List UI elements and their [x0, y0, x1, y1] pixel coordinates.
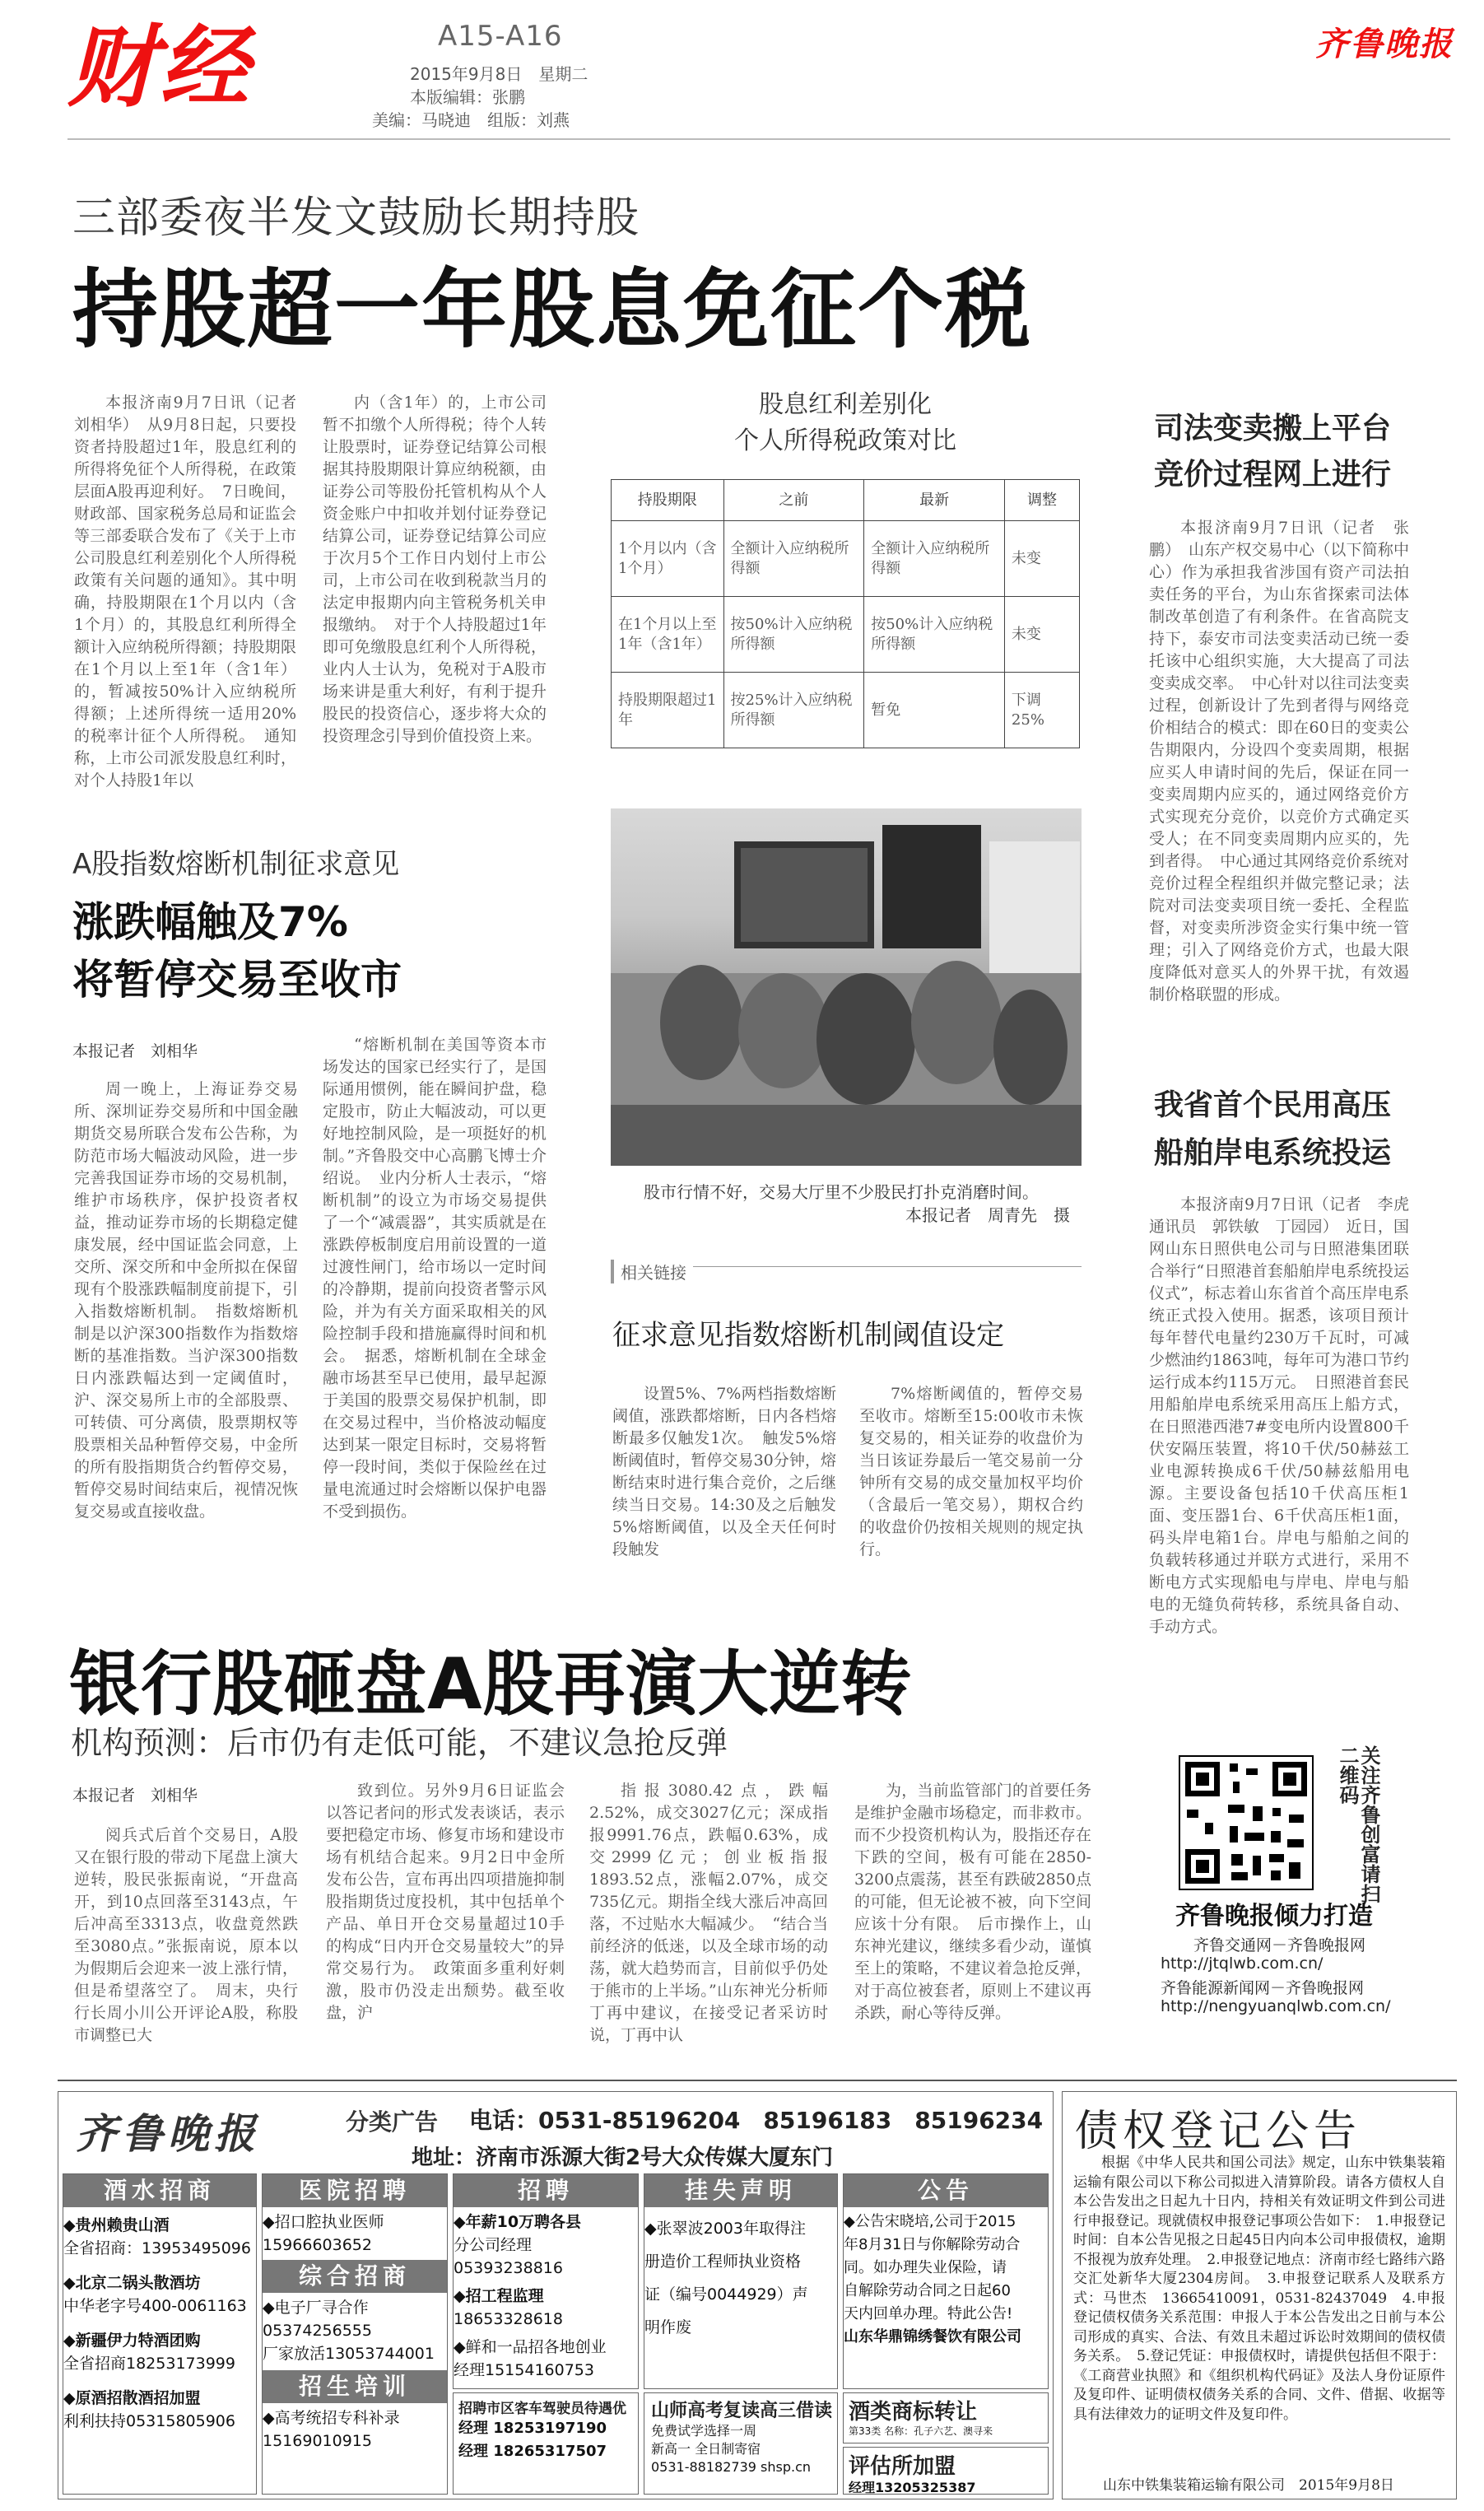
ad-line: 第33类 名称：孔子六艺、澳寻来: [849, 2425, 993, 2437]
circuit-headline-2: 将暂停交易至收市: [72, 956, 402, 1004]
ad-line: ◆年薪10万聘各县: [454, 2213, 582, 2231]
policy-table-box: [611, 387, 1080, 774]
ad-col-title: 酒水招商: [63, 2174, 256, 2207]
judicial-headline-1: 司法变卖搬上平台: [1154, 412, 1392, 445]
ad-line: 经理15154160753: [454, 2361, 594, 2379]
page-range: A15-A16: [438, 20, 563, 53]
ad-title: 酒类商标转让: [849, 2400, 978, 2425]
bank-body-col1: 阅兵式后首个交易日，A股又在银行股的带动下尾盘上演大逆转，股民张振南说，“开盘高开，到10点回落至3143点，午后冲高至3313点，收盘竟然跌至3080点。”张振南说，原本以为假期后会迎来一波上涨行情，但是希望落空了。 周末，央行行长周小川公开评论A股，称股市调整已大: [74, 1826, 298, 2044]
lead-headline: 持股超一年股息免征个税: [72, 259, 1033, 360]
policy-table: [611, 479, 1080, 748]
ad-col-title: 综合招商: [263, 2260, 447, 2293]
ad-line: ◆公告宋晓培,公司于2015: [844, 2213, 1016, 2230]
ad-line: 新高一 全日制寄宿: [651, 2441, 761, 2457]
qr-prompt: 关注齐鲁创富请扫二维码: [1336, 1745, 1380, 1903]
ad-col-title: 招聘: [454, 2174, 638, 2207]
ad-line: 证（编号0044929）声: [644, 2285, 808, 2304]
page-editor: 本版编辑：张鹏: [410, 87, 525, 107]
photo-caption: 股市行情不好，交易大厅里不少股民打扑克消磨时间。: [644, 1182, 1039, 1202]
lead-body-col1: 本报济南9月7日讯（记者 刘相华） 从9月8日起，只要投资者持股超过1年，股息红利的所得将免征个人所得税，在政策层面A股再迎利好。 7日晚间，财政部、国家税务总局和证监会等三部委联合发布了《关于上市公司股息红利差别化个人所得税政策有关问题的通知》。其中明确，持股期限在1个月以内（含1个月）的，其股息红利所得全额计入应纳税所得额；持股期限在1个月以上至1年（含1年）的，暂减按50%计入应纳税所得额；上述所得统一适用20%的税率计征个人所得税。 通知称，上市公司派发股息红利时，对个人持股1年以: [74, 394, 313, 790]
lead-body-col2: 内（含1年）的，上市公司暂不扣缴个人所得税；待个人转让股票时，证券登记结算公司根据其持股期限计算应纳税额，由证券公司等股份托管机构从个人资金账户中扣收并划付证券登记结算公司，证券登记结算公司应于次月5个工作日内划付上市公司，上市公司在收到税款当月的法定申报期内向主管税务机关申报缴纳。 对于个人持股超过1年即可免缴股息红利个人所得税，业内人士认为，免税对于A股市场来讲是重大利好，有利于提升股民的投资信心，逐步将大众的投资理念引导到价值投资上来。: [323, 394, 547, 745]
table-row: [612, 521, 1080, 597]
table-cell: 按25%计入应纳税所得额: [723, 673, 864, 748]
ad-col-title: 公告: [844, 2174, 1048, 2207]
qr-code-icon: [1180, 1757, 1312, 1889]
ad-line: ◆招口腔执业医师: [263, 2213, 384, 2231]
circuit-body-col2: “熔断机制在美国等资本市场发达的国家已经实行了，是国际通用惯例，能在瞬间护盘，稳定股市，防止大幅波动，可以更好地控制风险，是一项挺好的机制。”齐鲁股交中心高鹏飞博士介绍说。 业内分析人士表示，“熔断机制”的设立为市场交易提供了一个“减震器”，其实质就是在涨跌停板制度启用前设置的一道过渡性闸门，给市场以一定时间的冷静期，提前向投资者警示风险，并为有关方面采取相关的风险控制手段和措施赢得时间和机会。 据悉，熔断机制在全球金融市场甚至早已使用，最早起源于美国的股票交易保护机制，即在交易过程中，当价格波动幅度达到某一限定目标时，交易将暂停一段时间，类似于保险丝在过量电流通过时会熔断以保护电器不受到损伤。: [323, 1036, 547, 1521]
ad-col-wine: [63, 2173, 257, 2495]
ad-title: 山师高考复读高三借读: [651, 2401, 833, 2421]
classifieds-logo: 齐鲁晚报: [76, 2109, 260, 2158]
bank-body-col4: 为，当前监管部门的首要任务是维护金融市场稳定，而非救市。而不少投资机构认为，股指还存在下跌的空间，极有可能在2850-3200点震荡，甚至有跌破2850点的可能，但无论被不被，向下空间应该十分有限。 后市操作上，山东神光建议，继续多看少动，谨慎至上的策略，不建议着急抢反弹，对于高位被套者，原则上不建议再杀跌，耐心等待反弹。: [854, 1782, 1091, 2022]
policy-table-title-2: 个人所得税政策对比: [734, 426, 956, 455]
judicial-body: 本报济南9月7日讯（记者 张鹏） 山东产权交易中心（以下简称中心）作为承担我省涉国有资产司法拍卖任务的平台，为山东省探索司法体制改革创造了有利条件。在省高院支持下，泰安市司法变卖活动已统一委托该中心组织实施，大大提高了司法变卖成交率。 中心针对以往司法变卖过程，创新设计了先到者得与网络竞价相结合的模式：即在60日的变卖公告期限内，分设四个变卖周期，根据应买人申请时间的先后，保证在同一变卖周期内应买的，通过网络竞价方式实现充分竞价，以竞价方式确定买受人；在不同变卖周期内应买的，先到者得。 中心通过其网络竞价系统对竞价过程全程组织并做完整记录；法院对司法变卖项目统一委托、全程监督，对变卖所涉资金实行集中统一管理；引入了网络竞价方式，也最大限度降低对意买人的外界干扰，有效遏制价格联盟的形成。: [1149, 519, 1409, 1004]
ad-line: 经理 18253197190: [458, 2420, 607, 2437]
classifieds-phone: 电话：0531-85196204 85196183 85196234: [469, 2107, 1044, 2134]
ad-line: 经理 18265317507: [458, 2443, 607, 2460]
ad-line: ◆招工程监理: [454, 2287, 544, 2305]
ad-line: ◆原酒招散酒招加盟: [63, 2389, 201, 2407]
bank-subtitle: 机构预测：后市仍有走低可能，不建议急抢反弹: [71, 1725, 728, 1761]
ad-line: ◆北京二锅头散酒坊: [63, 2274, 201, 2292]
ad-line: 0531-88182739 shsp.cn: [651, 2459, 812, 2475]
claim-body: 根据《中华人民共和国公司法》规定，山东中铁集装箱运输有限公司以下称公司拟进入清算阶段。请各方债权人自本公告发出之日起九十日内，持相关有效证明文件到公司进行申报登记。现就债权申报登记事项公告如下： 1.申报登记时间：自本公告见报之日起45日内向本公司申报债权，逾期不报视为放弃处理。 2.申报登记地点：济南市经七路纬六路交汇处新华大厦2304房间。 3.申报登记联系人及联系方式：马世杰 13665410091，0531-82437049 4.申报登记债权债务关系范围：申报人于本公告发出之日前与本公司形成的真实、合法、有效且未超过诉讼时效期间的债权债务关系。 5.登记凭证：申报债权时，请提供包括但不限于：《工商营业执照》和《组织机构代码证》及法人身份证原件及复印件、证明债权债务关系的合同、文件、借据、收据等具有法律效力的证明文件及复印件。: [1073, 2155, 1445, 2423]
claim-signature: 山东中铁集装箱运输有限公司 2015年9月8日: [1103, 2477, 1394, 2494]
ad-title: 招聘市区客车驾驶员待遇优: [458, 2401, 626, 2417]
ad-line: 15169010915: [263, 2432, 372, 2450]
table-cell: 按50%计入应纳税所得额: [864, 597, 1005, 673]
table-cell: 暂免: [864, 673, 1005, 748]
bank-body-col2: 致到位。另外9月6日证监会以答记者问的形式发表谈话，表示要把稳定市场、修复市场和建设市场有机结合起来。9月2日中金所发布公告，宣布再出四项措施抑制股指期货过度投机，其中包括单个产品、单日开仓交易量超过10手的构成“日内开仓交易量较大”的异常交易行为。 政策面多重利好刺激，股市仍没走出颓势。截至收盘，沪: [326, 1782, 565, 2022]
promo-site-2: 齐鲁能源新闻网－齐鲁晚报网: [1161, 1979, 1365, 1997]
issue-date: 2015年9月8日 星期二: [410, 64, 588, 84]
circuit-headline-1: 涨跌幅触及7%: [72, 898, 348, 946]
ad-line: ◆贵州赖贵山酒: [63, 2216, 170, 2234]
ad-appraisal: [843, 2447, 1049, 2495]
table-cell: 按50%计入应纳税所得额: [723, 597, 864, 673]
related-label: 相关链接: [611, 1260, 693, 1283]
related-headline: 征求意见指数熔断机制阈值设定: [612, 1319, 1004, 1352]
promo-brand: 齐鲁晚报倾力打造: [1175, 1902, 1373, 1931]
promo-site-2-url[interactable]: http://nengyuanqlwb.com.cn/: [1161, 1997, 1391, 2015]
port-body: 本报济南9月7日讯（记者 李虎 通讯员 郭铁敏 丁园园） 近日，国网山东日照供电公司与日照港集团联合举行“日照港首套船舶岸电系统投运仪式”，标志着山东省首个高压岸电系统正式投入使用。据悉，该项目预计每年替代电量约230万千瓦时，可减少燃油约1863吨，每年可为港口节约运行成本约115万元。 日照港首套民用船舶岸电系统采用高压上船方式，在日照港西港7#变电所内设置800千伏安隔压装置，将10千伏/50赫兹工业电源转换成6千伏/50赫兹船用电源。主要设备包括10千伏高压柜1面、变压器1台、6千伏高压柜1面，码头岸电箱1台。岸电与船舶之间的负载转移通过并联方式进行，采用不断电方式实现船电与岸电、岸电与船电的无缝负荷转移，系统具备自动、手动方式。: [1149, 1195, 1426, 1636]
bank-byline: 本报记者 刘相华: [72, 1787, 198, 1805]
ad-line: 天内回单办理。特此公告!: [844, 2305, 1013, 2322]
table-cell: 在1个月以上至1年（含1年）: [612, 597, 724, 673]
masthead-rule: [67, 138, 1450, 140]
ad-col-title: 招生培训: [263, 2370, 447, 2403]
ad-line: 05374256555: [263, 2322, 372, 2340]
related-body-col1: 设置5%、7%两档指数熔断阈值，涨跌都熔断，日内各档熔断最多仅触发1次。 触发5%熔断阈值时，暂停交易30分钟，熔断结束时进行集合竞价，之后继续当日交易。14:30及之后触发5%熔断阈值，以及全天任何时段触发: [612, 1385, 836, 1558]
table-cell: 1个月以内（含1个月）: [612, 521, 724, 597]
ad-line: 利利扶持05315805906: [63, 2412, 235, 2430]
ad-line: 同。如办理失业保险，请: [844, 2259, 1007, 2276]
judicial-headline-2: 竞价过程网上进行: [1154, 458, 1392, 491]
ad-line: 年8月31日与你解除劳动合: [844, 2236, 1021, 2253]
ad-line: ◆新疆伊力特酒团购: [63, 2332, 201, 2350]
table-cell: 全额计入应纳税所得额: [723, 521, 864, 597]
ad-line: 18653328618: [454, 2310, 563, 2328]
ad-school: [644, 2392, 838, 2495]
ad-line: 05393238816: [454, 2259, 563, 2277]
table-header: 调整: [1004, 480, 1079, 521]
classifieds-hotline-label: 分类广告: [346, 2108, 439, 2136]
ad-col-notice: [843, 2173, 1049, 2389]
qr-code[interactable]: [1179, 1755, 1314, 1890]
ad-line: 厂家放活13053744001: [263, 2345, 435, 2363]
table-cell: 全额计入应纳税所得额: [864, 521, 1005, 597]
promo-site-1-url[interactable]: http://jtqlwb.com.cn/: [1161, 1954, 1324, 1973]
ad-line: 15966603652: [263, 2236, 372, 2254]
table-cell: 未变: [1004, 521, 1079, 597]
claim-title: 债权登记公告: [1075, 2107, 1362, 2156]
classifieds-rule: [58, 2080, 1457, 2081]
ad-line: ◆高考统招专科补录: [263, 2409, 400, 2427]
circuit-byline: 本报记者 刘相华: [72, 1042, 198, 1060]
policy-table-title-1: 股息红利差别化: [759, 390, 932, 419]
lead-kicker: 三部委夜半发文鼓励长期持股: [72, 193, 640, 243]
ad-line: 山东华鼎锦绣餐饮有限公司: [844, 2328, 1021, 2346]
ad-line: 中华老字号400-0061163: [63, 2297, 247, 2315]
ad-driver: [453, 2392, 639, 2495]
table-header: 最新: [864, 480, 1005, 521]
classifieds-address: 地址：济南市泺源大街2号大众传媒大厦东门: [412, 2145, 834, 2170]
page-designer: 美编：马晓迪 组版：刘燕: [372, 110, 570, 130]
ad-col-jobs: [453, 2173, 639, 2389]
bank-body-col3: 指报3080.42点，跌幅2.52%，成交3027亿元；深成指报9991.76点，跌幅0.63%，成交2999亿元；创业板指报1893.52点，涨幅2.07%，成交735亿元。期指全线大涨后冲高回落，不过贴水大幅减少。 “结合当前经济的低迷，以及全球市场的动荡，就大趋势而言，目前似乎仍处于熊市的上半场。”山东神光分析师丁再中建议，在接受记者采访时说，丁再中认: [589, 1782, 828, 2044]
bank-headline: 银行股砸盘A股再演大逆转: [69, 1643, 913, 1726]
circuit-kicker: A股指数熔断机制征求意见: [72, 848, 400, 881]
newspaper-logo: 齐鲁晚报: [1315, 25, 1454, 63]
table-cell: 下调25%: [1004, 673, 1079, 748]
related-body-col2: 7%熔断阈值的，暂停交易至收市。熔断至15:00收市未恢复交易的，相关证券的收盘价为当日该证券最后一笔交易前一分钟所有交易的成交量加权平均价（含最后一笔交易），期权合约的收盘价仍按相关规则的规定执行。: [859, 1385, 1083, 1558]
ad-line: 自解除劳动合同之日起60: [844, 2282, 1011, 2299]
promo-site-1: 齐鲁交通网－齐鲁晚报网: [1193, 1936, 1366, 1954]
table-header: 之前: [723, 480, 864, 521]
ad-line: 明作废: [644, 2318, 692, 2336]
stock-hall-photo: [611, 808, 1082, 1166]
table-row: [612, 597, 1080, 673]
port-headline-2: 船舶岸电系统投运: [1154, 1136, 1392, 1170]
ad-line: 册造价工程师执业资格: [644, 2252, 802, 2271]
ad-col-title: 医院招聘: [263, 2174, 447, 2207]
ad-line: 全省招商18253173999: [63, 2355, 235, 2373]
ad-line: ◆张翠波2003年取得注: [644, 2220, 806, 2238]
ad-col-title: 挂失声明: [644, 2174, 837, 2207]
ad-title: 评估所加盟: [849, 2454, 956, 2479]
ad-line: ◆电子厂寻合作: [263, 2299, 369, 2317]
ad-line: 经理13205325387: [849, 2480, 976, 2495]
table-row: [612, 673, 1080, 748]
circuit-body-col1: 周一晚上，上海证券交易所、深圳证券交易所和中国金融期货交易所联合发布公告称，为防范市场大幅波动风险，进一步完善我国证券市场的交易机制，维护市场秩序，保护投资者权益，推动证券市场的长期稳定健康发展，经中国证监会同意，上交所、深交所和中金所拟在保留现有个股涨跌幅制度前提下，引入指数熔断机制。 指数熔断机制是以沪深300指数作为指数熔断的基准指数。当沪深300指数日内涨跌幅达到一定阈值时，沪、深交易所上市的全部股票、可转债、可分离债，股票期权等股票相关品种暂停交易，中金所的所有股指期货合约暂停交易，暂停交易时间结束后，视情况恢复交易或直接收盘。: [74, 1080, 298, 1521]
table-cell: 未变: [1004, 597, 1079, 673]
ad-line: 免费试学选择一周: [651, 2423, 757, 2439]
ad-col-hospital: [262, 2173, 448, 2495]
table-header: 持股期限: [612, 480, 724, 521]
ad-line: 全省招商：13953495096: [63, 2239, 251, 2257]
port-headline-1: 我省首个民用高压: [1154, 1088, 1392, 1122]
table-cell: 持股期限超过1年: [612, 673, 724, 748]
ad-trademark: [843, 2392, 1049, 2443]
ad-line: 分公司经理: [454, 2236, 533, 2254]
photo-credit: 本报记者 周青先 摄: [905, 1205, 1070, 1225]
section-logo: 财经: [67, 16, 253, 119]
photo-illustration: [611, 808, 1082, 1166]
ad-line: ◆鲜和一品招各地创业: [454, 2338, 607, 2356]
ad-col-lost: [644, 2173, 838, 2389]
